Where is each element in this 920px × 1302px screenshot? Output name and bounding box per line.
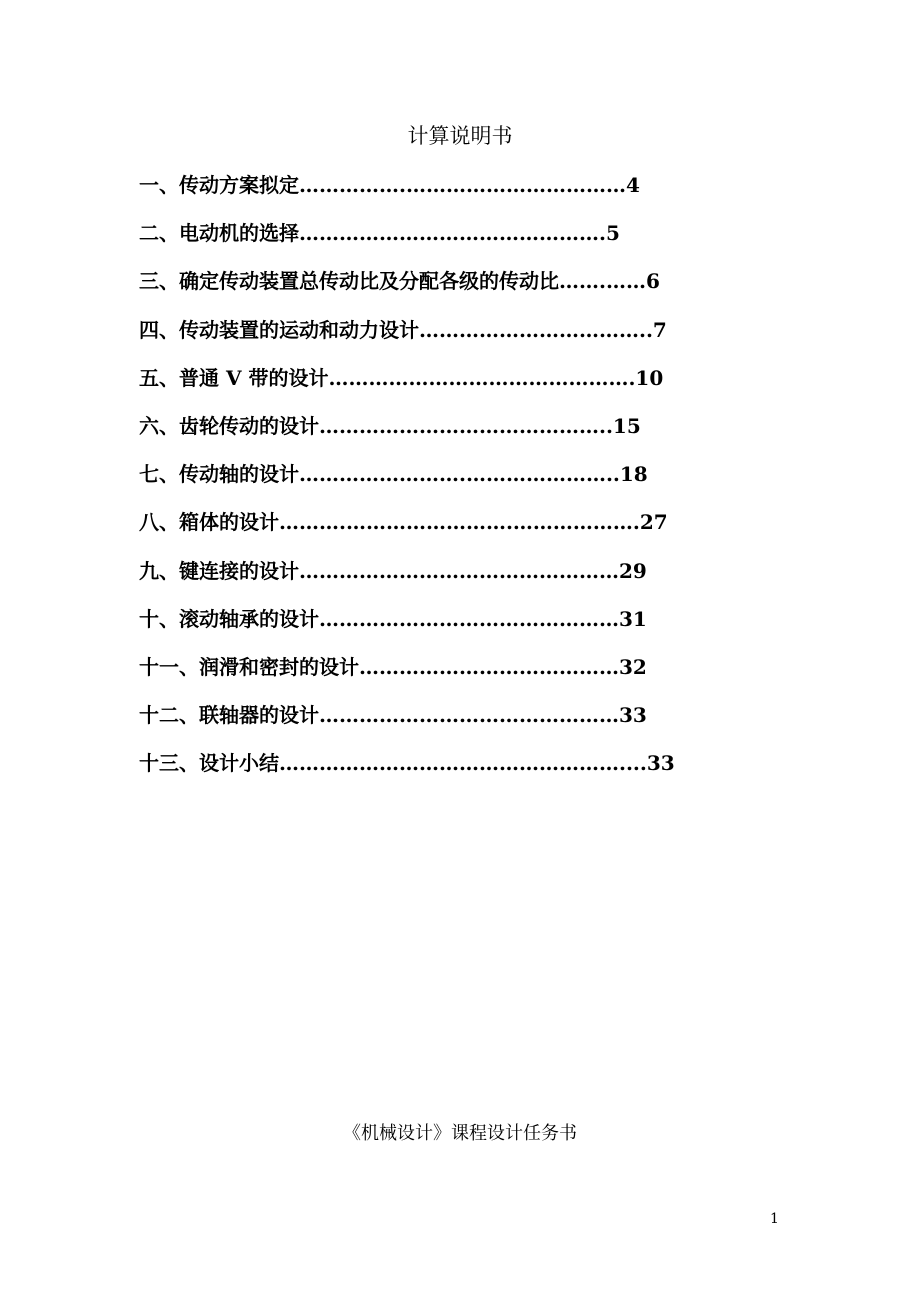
task-book-title: 《机械设计》课程设计任务书 (343, 1123, 577, 1144)
toc-entry-5: 五、普通 V 带的设计……………………………………….10 (139, 365, 664, 390)
toc-entry-7: 七、传动轴的设计…………………….…………………..18 (139, 462, 648, 487)
toc-entry-10: 十、滚动轴承的设计………………………………………31 (139, 606, 647, 631)
toc-entry-12: 十二、联轴器的设计………………………………………33 (139, 703, 647, 728)
table-of-contents (139, 168, 759, 794)
page-number: 1 (770, 1211, 779, 1227)
toc-entry-6: 六、齿轮传动的设计……………………………………..15 (139, 413, 641, 438)
document-title: 计算说明书 (407, 124, 513, 148)
toc-entry-3: 三、确定传动装置总传动比及分配各级的传动比…….……6 (139, 269, 660, 294)
toc-entry-13: 十三、设计小结……………………………………………....33 (139, 751, 675, 776)
toc-entry-9: 九、键连接的设计…………………………………………29 (139, 558, 647, 583)
toc-entry-8: 八、箱体的设计……….…………………….……………….27 (139, 510, 668, 535)
toc-entry-4: 四、传动装置的运动和动力设计……………………………..7 (139, 317, 667, 342)
toc-entry-1: 一、传动方案拟定…………….……………………………4 (139, 173, 640, 197)
toc-entry-2: 二、电动机的选择……………………………………….5 (139, 221, 620, 246)
toc-entry-11: 十一、润滑和密封的设计…………………………………32 (139, 654, 647, 679)
